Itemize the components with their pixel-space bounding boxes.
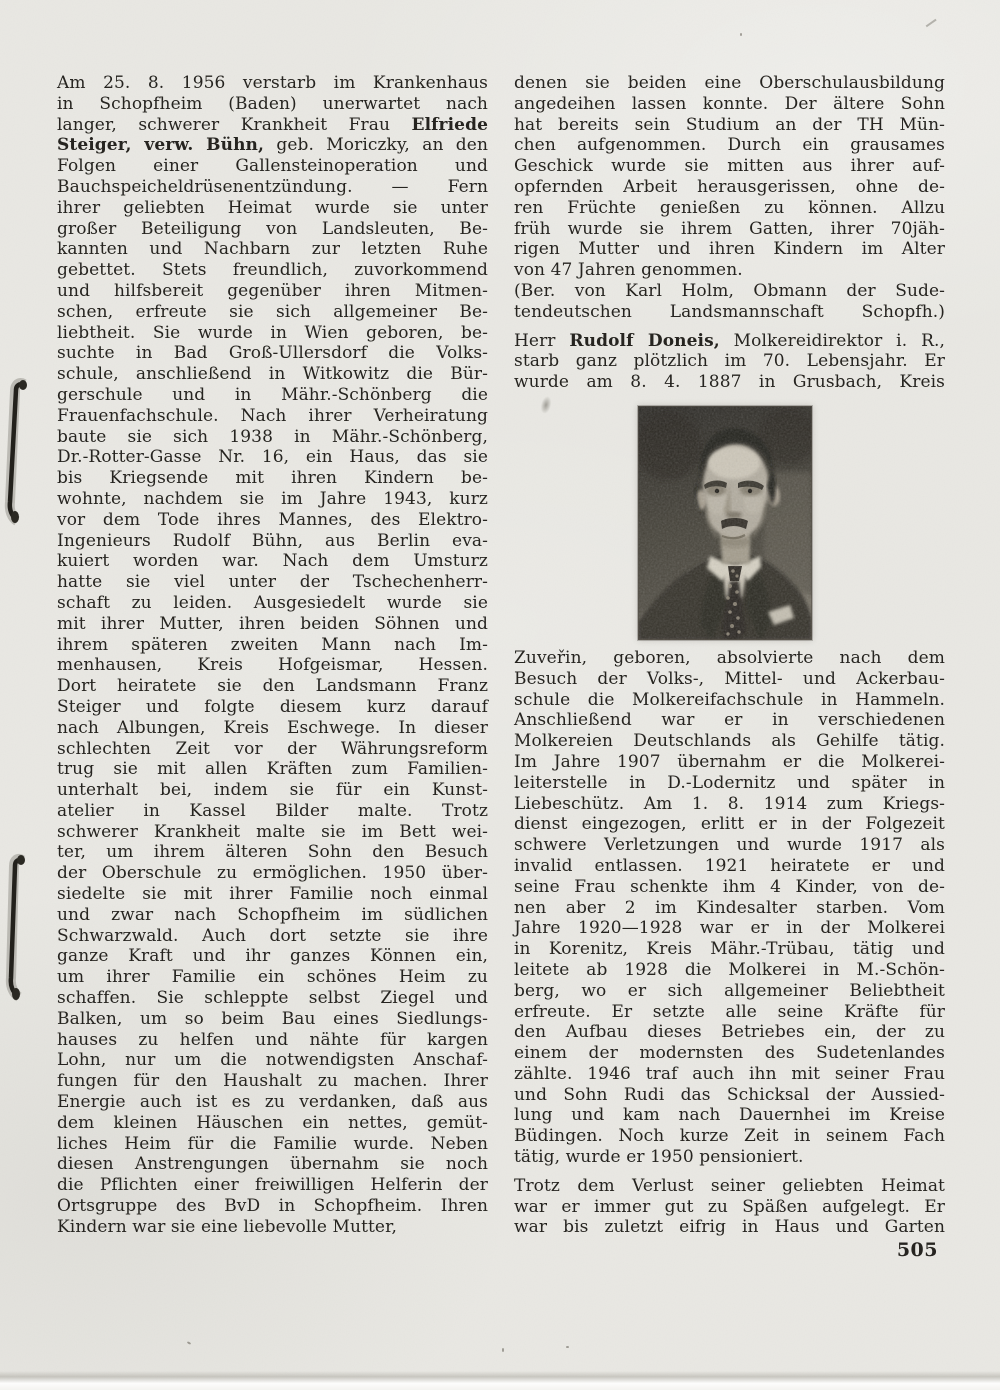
text-line: Schwarzwald. Auch dort setzte sie ihre xyxy=(57,925,488,946)
text-line: Dort heiratete sie den Landsmann Franz xyxy=(57,676,488,697)
para-doneis-body xyxy=(514,648,945,1168)
paper-scratch xyxy=(926,19,937,27)
paper-speck xyxy=(187,1341,191,1345)
text-line: in Korenitz, Kreis Mähr.-Trübau, tätig und xyxy=(514,939,945,960)
photo-grain xyxy=(638,406,812,640)
text-line: trug sie mit allen Kräften zum Familien- xyxy=(57,759,488,780)
paper-speck xyxy=(502,1348,504,1352)
text-line: großer Beteiligung von Landsleuten, Be- xyxy=(57,218,488,239)
text-line: menhausen, Kreis Hofgeismar, Hessen. xyxy=(57,655,488,676)
text-line: starb ganz plötzlich im 70. Lebensjahr. Er xyxy=(514,351,945,372)
text-line: opfernden Arbeit herausgerissen, ohne de- xyxy=(514,176,945,197)
staple-mark-bottom xyxy=(0,848,40,1013)
text-line: einem der modernsten des Sudetenlandes xyxy=(514,1043,945,1064)
text-line: die Pflichten einer freiwilligen Helferin der xyxy=(57,1175,488,1196)
text-line: langer, schwerer Krankheit Frau Elfriede xyxy=(57,114,488,135)
text-line: denen sie beiden eine Oberschulausbildung xyxy=(514,73,945,93)
paper-speck xyxy=(566,1346,569,1348)
text-line: hat bereits sein Studium an der TH Mün- xyxy=(514,114,945,135)
left-column xyxy=(57,73,488,1238)
text-line: um ihrer Familie ein schönes Heim zu xyxy=(57,967,488,988)
text-line: erfreute. Er setzte alle seine Kräfte für xyxy=(514,1001,945,1022)
text-line: war bis zuletzt eifrig in Haus und Garten xyxy=(514,1217,945,1238)
text-line: nen aber 2 im Kindesalter starben. Vom xyxy=(514,897,945,918)
text-line: tendeutschen Landsmannschaft Schopfh.) xyxy=(514,301,945,322)
text-line: schwerer Krankheit malte sie im Bett wei- xyxy=(57,821,488,842)
text-line: angedeihen lassen konnte. Der ältere Sohn xyxy=(514,93,945,114)
text-line: berg, wo er sich allgemeiner Beliebtheit xyxy=(514,980,945,1001)
text-line: kannten und Nachbarn zur letzten Ruhe xyxy=(57,239,488,260)
text-line: der Oberschule zu ermöglichen. 1950 über- xyxy=(57,863,488,884)
text-line: Jahre 1920—1928 war er in der Molkerei xyxy=(514,918,945,939)
text-line: hauses zu helfen und nähte für kargen xyxy=(57,1029,488,1050)
text-line: Ingenieurs Rudolf Bühn, aus Berlin eva- xyxy=(57,530,488,551)
text-line: invalid entlassen. 1921 heiratete er und xyxy=(514,855,945,876)
text-line: Ortsgruppe des BvD in Schopfheim. Ihren xyxy=(57,1196,488,1217)
text-line: mit ihrer Mutter, ihren beiden Söhnen und xyxy=(57,613,488,634)
text-line: baute sie sich 1938 in Mähr.-Schönberg, xyxy=(57,426,488,447)
para-doneis-closing xyxy=(514,1176,945,1238)
text-line: lung und kam nach Dauernhei im Kreise xyxy=(514,1105,945,1126)
right-column xyxy=(514,73,945,1238)
text-line: seine Frau schenkte ihm 4 Kinder, von de- xyxy=(514,876,945,897)
text-line: ihrer geliebten Heimat wurde sie unter xyxy=(57,197,488,218)
text-line: liebtheit. Sie wurde in Wien geboren, be- xyxy=(57,322,488,343)
text-line: Energie auch ist es zu verdanken, daß aus xyxy=(57,1092,488,1113)
text-line: wohnte, nachdem sie im Jahre 1943, kurz xyxy=(57,488,488,509)
text-line: diesen Anstrengungen übernahm sie noch xyxy=(57,1154,488,1175)
text-line: Folgen einer Gallensteinoperation und xyxy=(57,156,488,177)
text-line: fungen für den Haushalt zu machen. Ihrer xyxy=(57,1071,488,1092)
text-line: atelier in Kassel Bilder malte. Trotz xyxy=(57,800,488,821)
text-line: dienst eingezogen, erlitt er in der Folgezeit xyxy=(514,814,945,835)
text-line: tätig, wurde er 1950 pensioniert. xyxy=(514,1147,804,1168)
text-line: dem kleinen Häuschen ein nettes, gemüt- xyxy=(57,1112,488,1133)
text-line: den Aufbau dieses Betriebes ein, der zu xyxy=(514,1022,945,1043)
text-line: ihrem späteren zweiten Mann nach Im- xyxy=(57,634,488,655)
page-number: 505 xyxy=(896,1239,938,1261)
text-line: schaffen. Sie schleppte selbst Ziegel und xyxy=(57,988,488,1009)
para-steiger-continuation xyxy=(514,73,945,323)
text-line: Büdingen. Noch kurze Zeit in seinem Fach xyxy=(514,1126,945,1147)
text-line: gerschule und in Mähr.-Schönberg die xyxy=(57,384,488,405)
text-line: unterhalt bei, indem sie für ein Kunst- xyxy=(57,780,488,801)
text-line: Am 25. 8. 1956 verstarb im Krankenhaus xyxy=(57,73,488,93)
text-line: Kindern war sie eine liebevolle Mutter, xyxy=(57,1216,397,1237)
text-line: nach Albungen, Kreis Eschwege. In dieser xyxy=(57,717,488,738)
text-line: siedelte sie mit ihrer Familie noch einmal xyxy=(57,884,488,905)
text-line: Liebeschütz. Am 1. 8. 1914 zum Kriegs- xyxy=(514,793,945,814)
text-line: kuiert worden war. Nach dem Umsturz xyxy=(57,551,488,572)
text-line: schen, erfreute sie sich allgemeiner Be- xyxy=(57,301,488,322)
text-line: bis Kriegsende mit ihren Kindern be- xyxy=(57,468,488,489)
paper-speck xyxy=(740,33,742,36)
text-line: vor dem Tode ihres Mannes, des Elektro- xyxy=(57,509,488,530)
text-line: ren Früchte genießen zu können. Allzu xyxy=(514,197,945,218)
portrait-photo-image xyxy=(638,406,812,640)
text-line: früh wurde sie ihrem Gatten, ihrer 70jäh- xyxy=(514,218,945,239)
text-line: Lohn, nur um die notwendigsten Anschaf- xyxy=(57,1050,488,1071)
staple-icon xyxy=(0,848,40,1013)
text-line: gebettet. Stets freundlich, zuvorkommend xyxy=(57,260,488,281)
text-line: leiterstelle in D.-Lodernitz und später in xyxy=(514,772,945,793)
text-line: und zwar nach Schopfheim im südlichen xyxy=(57,904,488,925)
para-doneis-intro xyxy=(514,331,945,393)
text-line: zählte. 1946 traf auch ihn mit seiner Frau xyxy=(514,1063,945,1084)
text-line: Frauenfachschule. Nach ihrer Verheiratung xyxy=(57,405,488,426)
text-line: Im Jahre 1907 übernahm er die Molkerei- xyxy=(514,751,945,772)
text-line: Zuveřin, geboren, absolvierte nach dem xyxy=(514,647,945,668)
text-line: schaft zu leiden. Ausgesiedelt wurde sie xyxy=(57,592,488,613)
text-line: Dr.-Rotter-Gasse Nr. 16, ein Haus, das sie xyxy=(57,447,488,468)
text-line: Balken, um so beim Bau eines Siedlungs- xyxy=(57,1008,488,1029)
text-line: Steiger und folgte diesem kurz darauf xyxy=(57,696,488,717)
text-line: Anschließend war er in verschiedenen xyxy=(514,710,945,731)
text-line: Trotz dem Verlust seiner geliebten Heimat xyxy=(514,1175,945,1196)
text-line: suchte in Bad Groß-Ullersdorf die Volks- xyxy=(57,343,488,364)
text-line: Geschick wurde sie mitten aus ihrer auf- xyxy=(514,156,945,177)
text-line: und hilfsbereit gegenüber ihren Mitmen- xyxy=(57,280,488,301)
text-line: chen aufgenommen. Durch ein grausames xyxy=(514,135,945,156)
page-bottom-edge xyxy=(0,1371,1000,1390)
text-line: Steiger, verw. Bühn, geb. Moriczky, an den xyxy=(57,135,488,156)
text-line: leitete ab 1928 die Molkerei in M.-Schön- xyxy=(514,959,945,980)
text-line: Herr Rudolf Doneis, Molkereidirektor i. R., xyxy=(514,330,945,351)
text-line: rigen Mutter und ihren Kindern im Alter xyxy=(514,239,945,260)
text-line: Bauchspeicheldrüsenentzündung. — Fern xyxy=(57,176,488,197)
text-line: schwere Verletzungen und wurde 1917 als xyxy=(514,835,945,856)
text-line: schlechten Zeit vor der Währungsreform xyxy=(57,738,488,759)
text-line: von 47 Jahren genommen. xyxy=(514,260,743,281)
portrait-photo xyxy=(638,406,812,640)
text-line: Besuch der Volks-, Mittel- und Ackerbau- xyxy=(514,668,945,689)
text-line: hatte sie viel unter der Tschechenherr- xyxy=(57,572,488,593)
text-line: und Sohn Rudi das Schicksal der Aussied- xyxy=(514,1084,945,1105)
text-line: schule, anschließend in Witkowitz die Bür- xyxy=(57,364,488,385)
text-line: wurde am 8. 4. 1887 in Grusbach, Kreis xyxy=(514,372,945,393)
text-line: schule die Molkereifachschule in Hammeln. xyxy=(514,689,945,710)
text-line: ter, um ihrem älteren Sohn den Besuch xyxy=(57,842,488,863)
text-line: war er immer gut zu Späßen aufgelegt. Er xyxy=(514,1196,945,1217)
text-line: ganze Kraft und ihr ganzes Können ein, xyxy=(57,946,488,967)
text-line: liches Heim für die Familie wurde. Neben xyxy=(57,1133,488,1154)
staple-mark-top xyxy=(0,376,40,541)
staple-icon xyxy=(0,376,40,541)
text-line: Molkereien Deutschlands als Gehilfe tätig. xyxy=(514,731,945,752)
text-line: in Schopfheim (Baden) unerwartet nach xyxy=(57,93,488,114)
text-line: (Ber. von Karl Holm, Obmann der Sude- xyxy=(514,280,945,301)
